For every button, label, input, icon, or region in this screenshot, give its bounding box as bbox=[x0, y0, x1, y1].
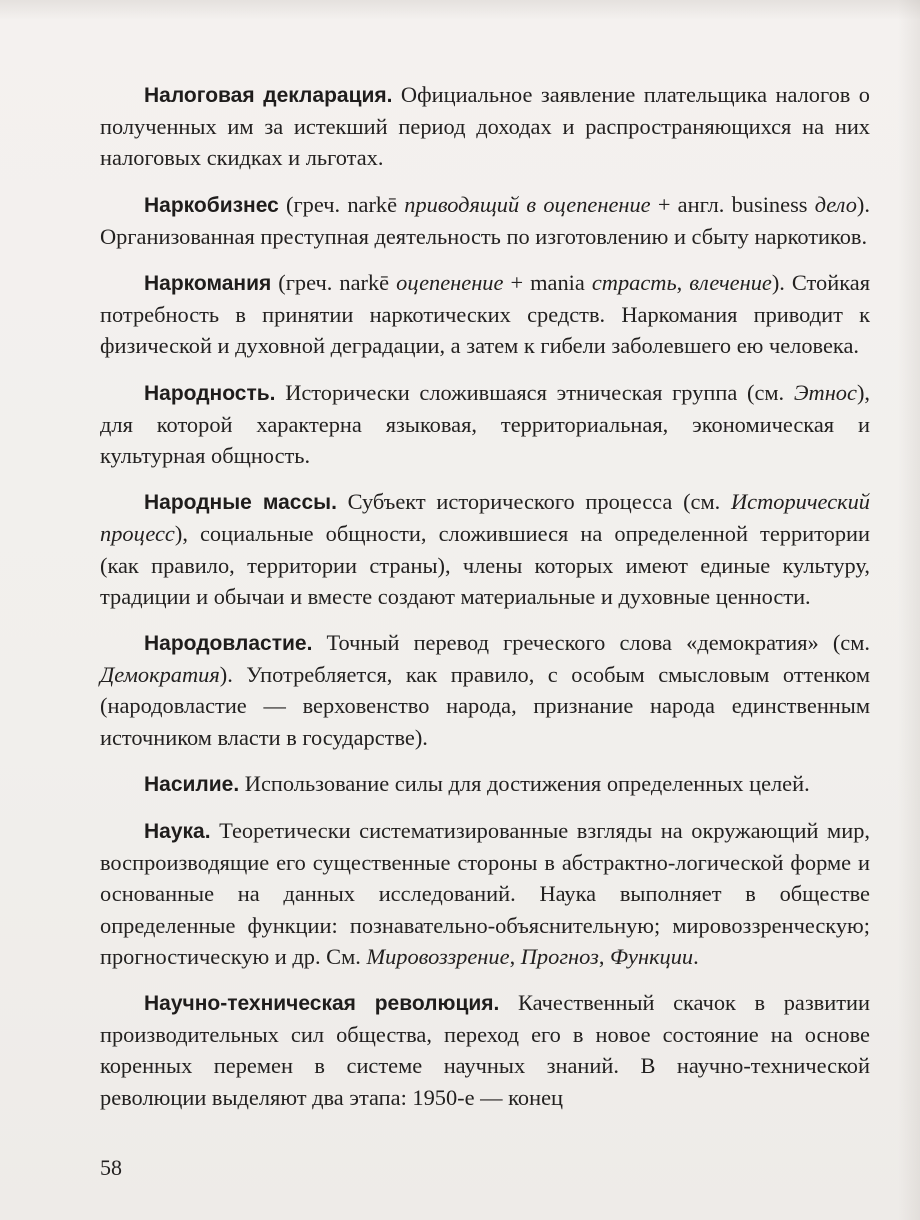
entry-italic-text: Этнос bbox=[793, 379, 857, 405]
entry-term: Наркомания bbox=[144, 272, 272, 296]
entry-text: Теоретически систематизированные взгляды на окружающий мир, воспроизводящие его существенные стороны в абстрактно-логической форме и основанные на данных исследований. Наука выполняет в обществе определенные функции: познавательно-объяснительную; мировоззренческую; прогностическую и др. См. bbox=[100, 818, 870, 969]
entry-text: . bbox=[693, 943, 699, 969]
glossary-entry bbox=[100, 377, 870, 472]
glossary-entry bbox=[100, 768, 870, 800]
entry-term: Народовластие. bbox=[144, 632, 313, 656]
page-shadow-right bbox=[898, 0, 920, 1220]
entry-italic-text: Прогноз bbox=[520, 943, 599, 969]
page-shadow-top bbox=[0, 0, 920, 20]
entry-italic-text: дело bbox=[814, 191, 857, 217]
glossary-entry bbox=[100, 486, 870, 612]
entry-term: Наркобизнес bbox=[144, 193, 279, 217]
entry-italic-text: страсть bbox=[591, 270, 677, 296]
glossary-entry bbox=[100, 189, 870, 252]
glossary-entry bbox=[100, 627, 870, 753]
entry-text: (греч. narkē bbox=[271, 270, 397, 296]
entry-term: Научно-техническая революция. bbox=[144, 992, 500, 1016]
entry-text: ). Организованная преступная деятельность по изготовлению и сбыту наркотиков. bbox=[100, 191, 870, 249]
entry-text: , bbox=[598, 943, 611, 969]
entry-term: Народные массы. bbox=[144, 491, 337, 515]
entry-text: + mania bbox=[503, 270, 592, 296]
entry-italic-text: оцепенение bbox=[396, 270, 504, 296]
entry-text: Субъект исторического процесса (см. bbox=[336, 489, 731, 515]
entry-text: Исторически сложившаяся этническая группа (см. bbox=[275, 379, 794, 405]
entry-text: , bbox=[676, 270, 690, 296]
entry-text: Использование силы для достижения определенных целей. bbox=[239, 770, 810, 796]
glossary-entry bbox=[100, 79, 870, 174]
page-number: 58 bbox=[100, 1155, 122, 1180]
entry-italic-text: Демократия bbox=[100, 662, 220, 688]
entry-italic-text: Функции bbox=[610, 943, 694, 969]
entry-italic-text: приводящий в оцепенение bbox=[404, 191, 651, 217]
entry-term: Наука. bbox=[144, 820, 211, 844]
entry-text: ). Стойкая потребность в принятии наркотических средств. Наркомания приводит к физической и духовной деградации, а затем к гибели заболевшего ею человека. bbox=[100, 270, 870, 359]
entry-italic-text: влечение bbox=[689, 270, 772, 296]
entry-italic-text: Мировоззрение bbox=[366, 943, 510, 969]
glossary-entry bbox=[100, 987, 870, 1113]
glossary-entry bbox=[100, 267, 870, 362]
entry-text: Качественный скачок в развитии производительных сил общества, переход его в новое состояние на основе коренных перемен в системе научных знаний. В научно-технической революции выделяют два этапа: 1950-е — конец bbox=[100, 990, 870, 1110]
entry-text: ). Употребляется, как правило, с особым смысловым оттенком (народовластие — верховенство народа, признание народа единственным источником власти в государстве). bbox=[100, 662, 870, 750]
entry-term: Налоговая декларация. bbox=[144, 84, 393, 107]
entry-text: ), для которой характерна языковая, территориальная, экономическая и культурная общность. bbox=[100, 379, 870, 469]
glossary-text bbox=[100, 79, 870, 1128]
entry-text: , bbox=[509, 943, 521, 969]
entry-text: ), социальные общности, сложившиеся на определенной территории (как правило, территории страны), члены которых имеют единые культуру, традиции и обычаи и вместе создают материальные и духовные ценности. bbox=[100, 521, 870, 609]
entry-text: Точный перевод греческого слова «демократия» (см. bbox=[312, 630, 870, 656]
entry-text: Официальное заявление плательщика налогов о полученных им за истекший период доходах и распространяющихся на них налоговых скидках и льготах. bbox=[100, 82, 870, 171]
entry-term: Насилие. bbox=[144, 772, 240, 796]
entry-term: Народность. bbox=[144, 381, 276, 405]
entry-text: + англ. business bbox=[650, 191, 815, 217]
entry-text: (греч. narkē bbox=[278, 191, 405, 217]
glossary-entry bbox=[100, 815, 870, 972]
entry-italic-text: Исторический процесс bbox=[100, 489, 870, 547]
